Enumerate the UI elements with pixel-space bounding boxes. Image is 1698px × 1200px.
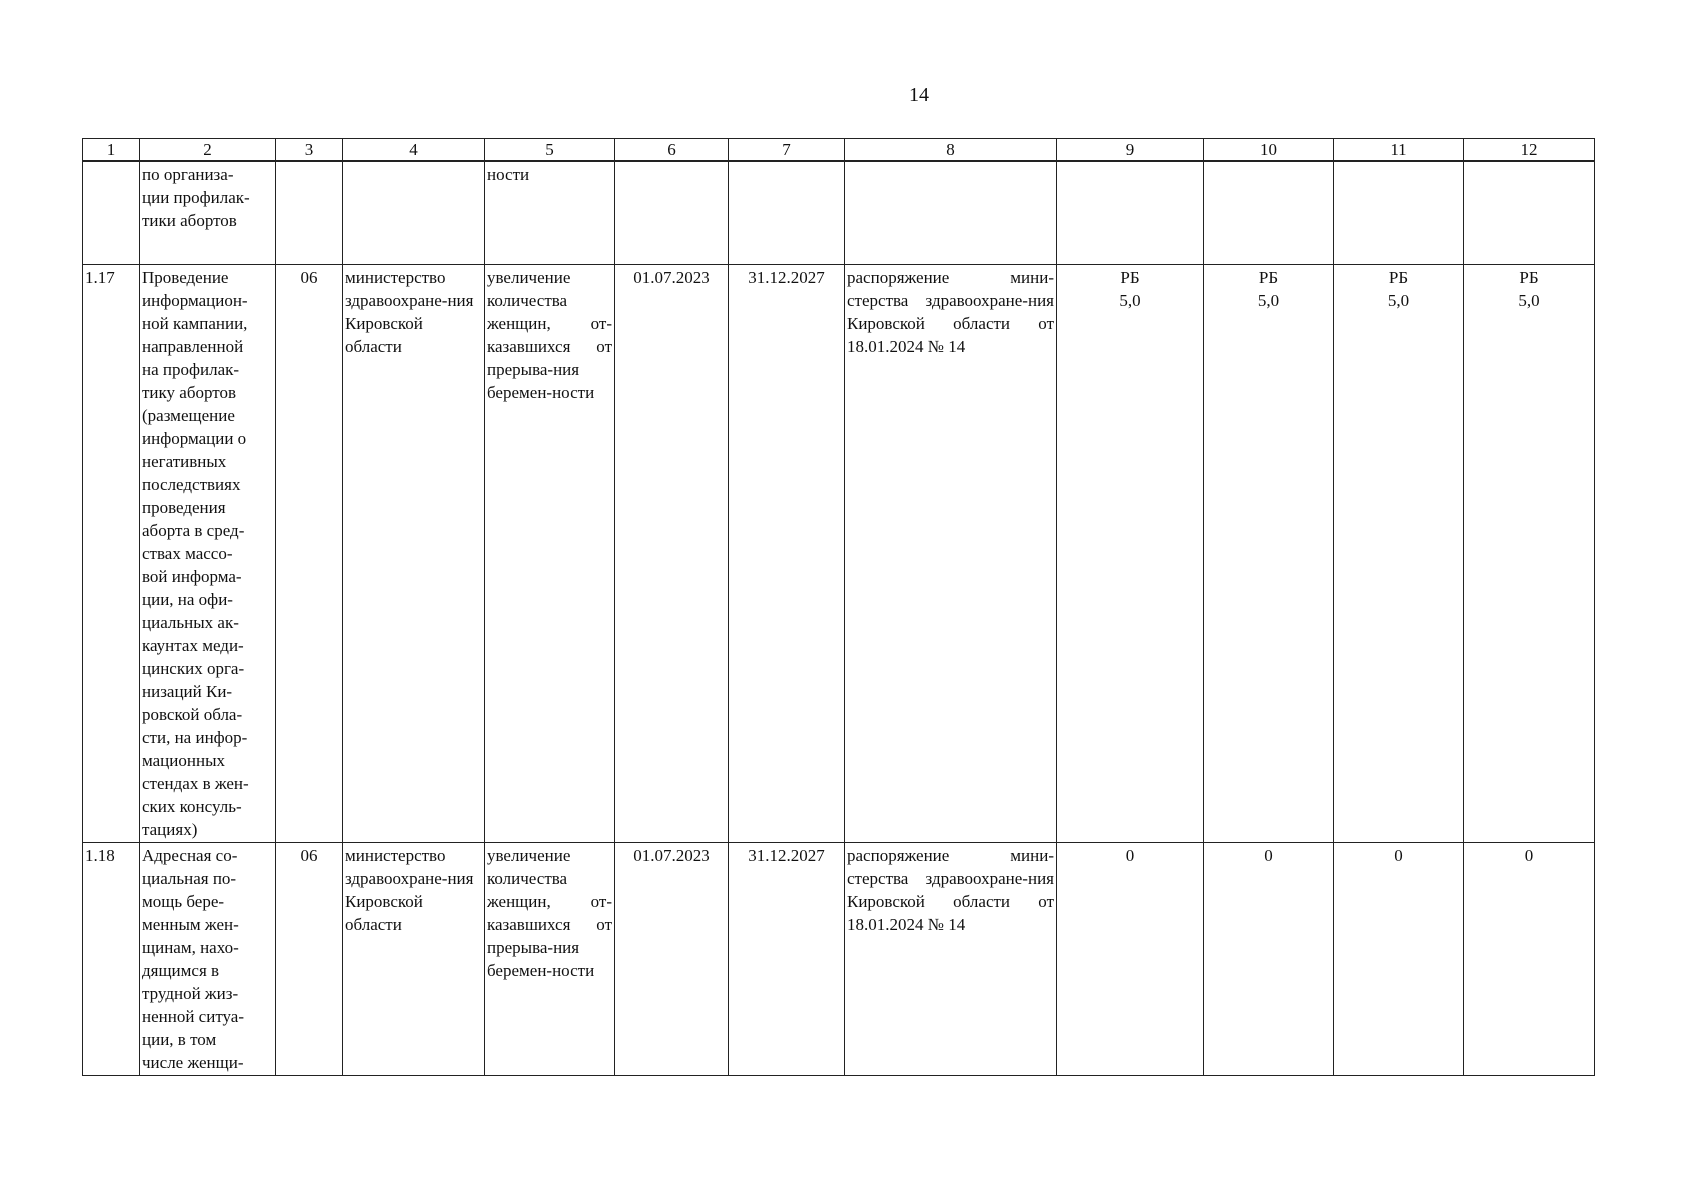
code-cell bbox=[276, 161, 343, 265]
measure-name-cell: по организа- ции профилак- тики абортов bbox=[140, 161, 276, 265]
column-header: 4 bbox=[343, 139, 485, 162]
column-number-header-row bbox=[83, 139, 1595, 162]
result-cell: ности bbox=[485, 161, 615, 265]
result-cell: увеличение количества женщин, от-казавшихся от прерыва-ния беремен-ности bbox=[485, 843, 615, 1076]
funding-cell bbox=[1204, 161, 1334, 265]
funding-cell: 0 bbox=[1464, 843, 1595, 1076]
basis-document-cell: распоряжение мини-стерства здравоохране-ния Кировской области от 18.01.2024 № 14 bbox=[845, 265, 1057, 843]
column-header: 6 bbox=[615, 139, 729, 162]
column-header: 3 bbox=[276, 139, 343, 162]
measures-table bbox=[82, 138, 1595, 1076]
table-row bbox=[83, 161, 1595, 265]
funding-cell: РБ 5,0 bbox=[1334, 265, 1464, 843]
funding-cell: РБ 5,0 bbox=[1057, 265, 1204, 843]
row-number-cell bbox=[83, 161, 140, 265]
executor-cell: министерство здравоохране-ния Кировской области bbox=[343, 265, 485, 843]
row-number-cell: 1.18 bbox=[83, 843, 140, 1076]
table-row bbox=[83, 265, 1595, 843]
column-header: 12 bbox=[1464, 139, 1595, 162]
column-header: 1 bbox=[83, 139, 140, 162]
funding-cell: 0 bbox=[1057, 843, 1204, 1076]
measure-name-cell: Адресная со- циальная по- мощь бере- менным жен- щинам, нахо- дящимся в трудной жиз- ненной ситуа- ции, в том числе женщи- bbox=[140, 843, 276, 1076]
row-number-cell: 1.17 bbox=[83, 265, 140, 843]
start-date-cell bbox=[615, 161, 729, 265]
column-header: 9 bbox=[1057, 139, 1204, 162]
column-header: 5 bbox=[485, 139, 615, 162]
code-cell: 06 bbox=[276, 843, 343, 1076]
column-header: 2 bbox=[140, 139, 276, 162]
funding-cell bbox=[1464, 161, 1595, 265]
start-date-cell: 01.07.2023 bbox=[615, 265, 729, 843]
funding-cell: 0 bbox=[1204, 843, 1334, 1076]
end-date-cell bbox=[729, 161, 845, 265]
end-date-cell: 31.12.2027 bbox=[729, 265, 845, 843]
funding-cell bbox=[1334, 161, 1464, 265]
basis-document-cell: распоряжение мини-стерства здравоохране-ния Кировской области от 18.01.2024 № 14 bbox=[845, 843, 1057, 1076]
start-date-cell: 01.07.2023 bbox=[615, 843, 729, 1076]
funding-cell: РБ 5,0 bbox=[1464, 265, 1595, 843]
funding-cell bbox=[1057, 161, 1204, 265]
executor-cell bbox=[343, 161, 485, 265]
page-number: 14 bbox=[909, 84, 929, 106]
column-header: 8 bbox=[845, 139, 1057, 162]
funding-cell: 0 bbox=[1334, 843, 1464, 1076]
funding-cell: РБ 5,0 bbox=[1204, 265, 1334, 843]
basis-document-cell bbox=[845, 161, 1057, 265]
column-header: 7 bbox=[729, 139, 845, 162]
table-row bbox=[83, 843, 1595, 1076]
column-header: 10 bbox=[1204, 139, 1334, 162]
executor-cell: министерство здравоохране-ния Кировской области bbox=[343, 843, 485, 1076]
column-header: 11 bbox=[1334, 139, 1464, 162]
code-cell: 06 bbox=[276, 265, 343, 843]
measure-name-cell: Проведение информацион- ной кампании, направленной на профилак- тику абортов (размещение информации о негативных последствиях проведения аборта в сред- ствах массо- вой информа- ции, на офи- циальных ак- каунтах меди- цинских орга- низаций Ки- ровской обла- сти, на инфор- мационных стендах в жен- ских консуль- тациях) bbox=[140, 265, 276, 843]
end-date-cell: 31.12.2027 bbox=[729, 843, 845, 1076]
result-cell: увеличение количества женщин, от-казавшихся от прерыва-ния беремен-ности bbox=[485, 265, 615, 843]
